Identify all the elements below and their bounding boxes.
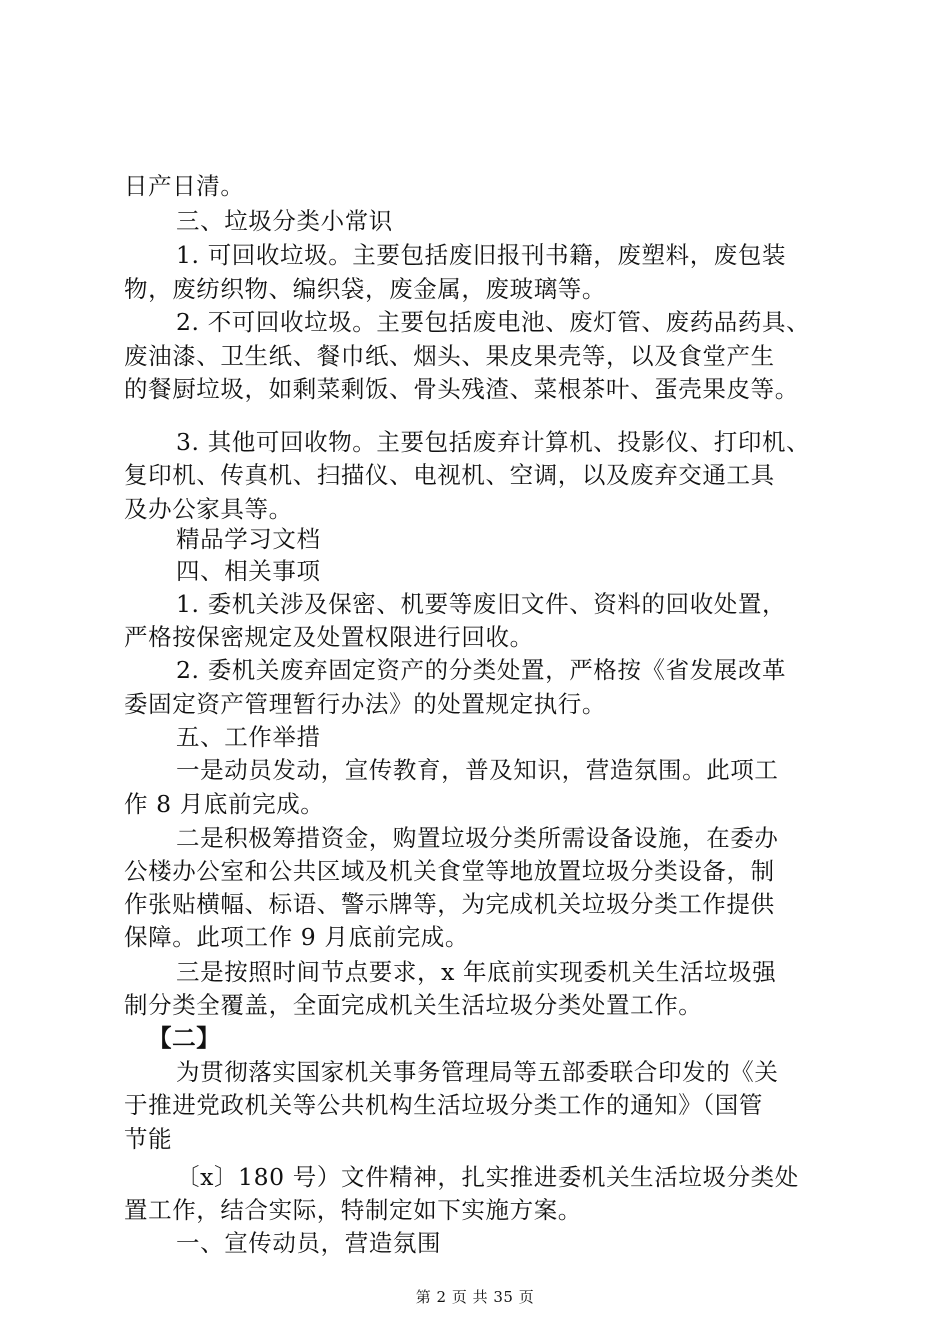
paragraph-line: 作张贴横幅、标语、警示牌等，为完成机关垃圾分类工作提供 bbox=[124, 890, 775, 918]
paragraph-line: 一是动员发动，宣传教育，普及知识，营造氛围。此项工 bbox=[176, 756, 779, 784]
paragraph-line: 〔x〕180 号）文件精神，扎实推进委机关生活垃圾分类处 bbox=[176, 1163, 799, 1191]
paragraph-line: 二是积极筹措资金，购置垃圾分类所需设备设施，在委办 bbox=[176, 824, 779, 852]
section-heading: 四、相关事项 bbox=[176, 557, 321, 585]
section-heading: 三、垃圾分类小常识 bbox=[176, 207, 393, 235]
paragraph-line: 复印机、传真机、扫描仪、电视机、空调，以及废弃交通工具 bbox=[124, 461, 775, 489]
paragraph-line: 1. 可回收垃圾。主要包括废旧报刊书籍，废塑料，废包装 bbox=[176, 241, 787, 269]
paragraph-line: 2. 委机关废弃固定资产的分类处置，严格按《省发展改革 bbox=[176, 656, 787, 684]
paragraph-line: 三是按照时间节点要求，x 年底前实现委机关生活垃圾强 bbox=[176, 958, 777, 986]
paragraph-line: 及办公家具等。 bbox=[124, 495, 293, 523]
paragraph-line: 3. 其他可回收物。主要包括废弃计算机、投影仪、打印机、 bbox=[176, 428, 811, 456]
section-heading: 一、宣传动员，营造氛围 bbox=[176, 1229, 442, 1257]
paragraph-line: 为贯彻落实国家机关事务管理局等五部委联合印发的《关 bbox=[176, 1058, 779, 1086]
paragraph-line: 制分类全覆盖，全面完成机关生活垃圾分类处置工作。 bbox=[124, 991, 703, 1019]
paragraph-line: 严格按保密规定及处置权限进行回收。 bbox=[124, 623, 534, 651]
page-footer: 第 2 页 共 35 页 bbox=[415, 1288, 535, 1306]
paragraph-line: 废油漆、卫生纸、餐巾纸、烟头、果皮果壳等，以及食堂产生 bbox=[124, 342, 775, 370]
paragraph-line: 保障。此项工作 9 月底前完成。 bbox=[124, 923, 469, 951]
paragraph-line: 委固定资产管理暂行办法》的处置规定执行。 bbox=[124, 690, 606, 718]
paragraph-line: 于推进党政机关等公共机构生活垃圾分类工作的通知》（国管 bbox=[124, 1091, 763, 1119]
paragraph-line: 2. 不可回收垃圾。主要包括废电池、废灯管、废药品药具、 bbox=[176, 308, 811, 336]
paragraph-line: 物，废纺织物、编织袋，废金属，废玻璃等。 bbox=[124, 275, 606, 303]
part-heading: 【二】 bbox=[148, 1024, 221, 1052]
paragraph-line: 置工作，结合实际，特制定如下实施方案。 bbox=[124, 1196, 582, 1224]
paragraph-line: 节能 bbox=[124, 1125, 173, 1153]
paragraph-line: 1. 委机关涉及保密、机要等废旧文件、资料的回收处置， bbox=[176, 590, 787, 618]
paragraph-line: 日产日清。 bbox=[124, 172, 245, 200]
paragraph-line: 公楼办公室和公共区域及机关食堂等地放置垃圾分类设备，制 bbox=[124, 857, 775, 885]
section-heading: 五、工作举措 bbox=[176, 723, 321, 751]
paragraph-line: 的餐厨垃圾，如剩菜剩饭、骨头残渣、菜根茶叶、蛋壳果皮等。 bbox=[124, 375, 799, 403]
paragraph-line: 作 8 月底前完成。 bbox=[124, 790, 325, 818]
watermark-text: 精品学习文档 bbox=[176, 525, 321, 553]
